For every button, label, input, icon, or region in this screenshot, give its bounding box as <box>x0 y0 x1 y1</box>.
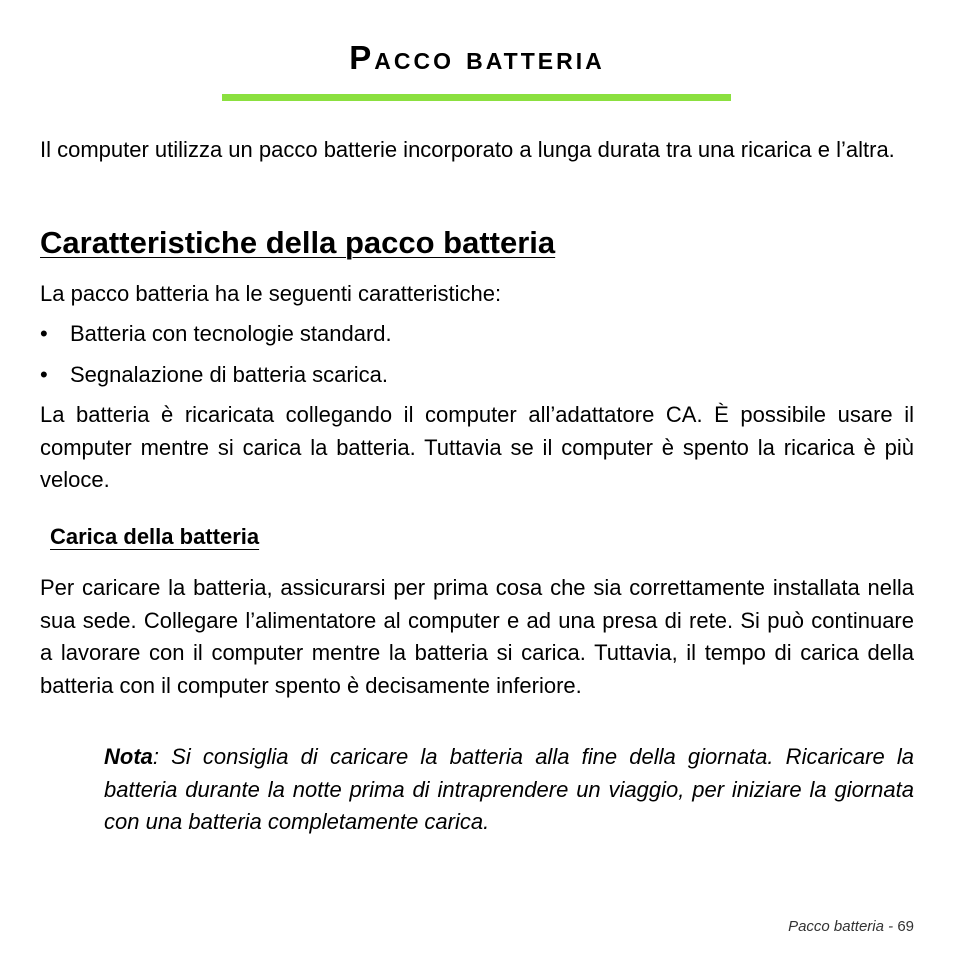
page-footer <box>788 917 914 937</box>
intro-paragraph: Il computer utilizza un pacco batterie incorporato a lunga durata tra una ricarica e l’altra. <box>40 137 895 162</box>
list-item-text: Segnalazione di batteria scarica. <box>70 361 388 387</box>
section-heading: Caratteristiche della pacco batteria <box>40 225 556 260</box>
section-body: La batteria è ricaricata collegando il computer all’adattatore CA. È possibile usare il computer mentre si carica la batteria. Tuttavia se il computer è spento la ricarica è più veloce. <box>40 402 914 492</box>
subsection-body: Per caricare la batteria, assicurarsi per prima cosa che sia correttamente installata nella sua sede. Collegare l’alimentatore al computer e ad una presa di rete. Si può continuare a lavorare con il computer mentre la batteria si carica. Tuttavia, il tempo di carica della batteria con il computer spento è decisamente inferiore. <box>40 575 914 698</box>
section-lead: La pacco batteria ha le seguenti caratteristiche: <box>40 281 502 306</box>
list-item-text: Batteria con tecnologie standard. <box>70 321 392 346</box>
title-underline-rule <box>222 94 731 101</box>
bullet-icon: • <box>40 361 48 387</box>
features-list <box>40 318 914 399</box>
note-label: Nota <box>104 744 153 769</box>
note-paragraph <box>104 741 914 839</box>
bullet-icon: • <box>40 321 48 346</box>
list-item <box>40 318 914 359</box>
list-item <box>40 359 914 400</box>
subsection-heading: Carica della batteria <box>50 524 260 549</box>
page-title: Pacco batteria <box>349 39 605 76</box>
footer-section-name: Pacco batteria - <box>788 918 894 935</box>
note-text: : Si consiglia di caricare la batteria alla fine della giornata. Ricaricare la batteria durante la notte prima di intraprendere un viaggio, per iniziare la giornata con una batteria completamente carica. <box>104 744 914 834</box>
page-number: 69 <box>897 918 914 935</box>
